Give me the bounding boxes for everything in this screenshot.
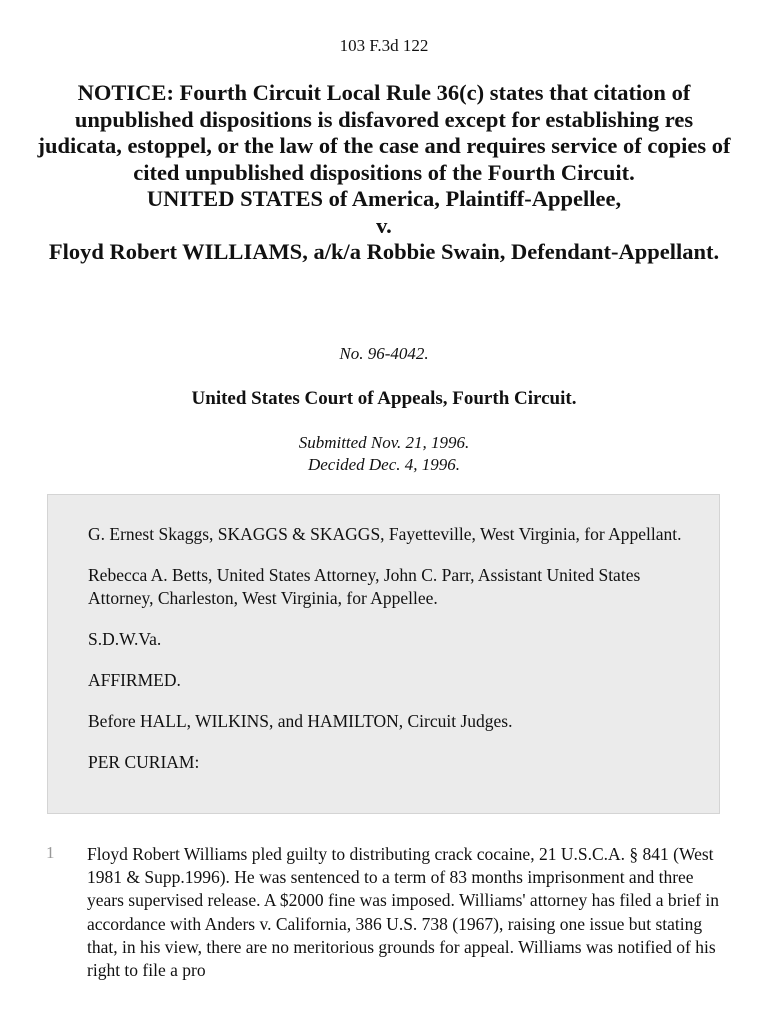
court-name: United States Court of Appeals, Fourth Circuit. (191, 388, 577, 409)
decided-date: Decided Dec. 4, 1996. (307, 455, 460, 474)
paragraph-text: Floyd Robert Williams pled guilty to distributing crack cocaine, 21 U.S.C.A. § 841 (West 1981 & Supp.1996). He was sentenced to a term of 83 months imprisonment and three years supervised release. A $2000 fine was imposed. Williams' attorney has filed a brief in accordance with Anders v. California, 386 U.S. 738 (1967), raising one issue but stating that, in his view, there are no meritorious grounds for appeal. Williams was notified of his right to file a pro (87, 844, 719, 981)
notice-text: NOTICE: Fourth Circuit Local Rule 36(c) states that citation of unpublished dispositions is disfavored except for establishing res judicata, estoppel, or the law of the case and requires service of copies of cited unpublished dispositions of the Fourth Circuit. (37, 80, 731, 185)
appellee-counsel: Rebecca A. Betts, United States Attorney, John C. Parr, Assistant United States Attorney, Charleston, West Virginia, for Appellee. (88, 565, 641, 608)
docket-number: No. 96-4042. (339, 344, 429, 363)
paragraph-number: 1 (46, 843, 55, 862)
versus-text: v. (376, 212, 392, 238)
judges-panel: Before HALL, WILKINS, and HAMILTON, Circuit Judges. (88, 711, 513, 731)
plaintiff-name: UNITED STATES of America, Plaintiff-Appellee, (146, 186, 622, 211)
opinion-type: PER CURIAM: (88, 752, 200, 772)
lower-court: S.D.W.Va. (88, 629, 162, 649)
submitted-date: Submitted Nov. 21, 1996. (298, 433, 470, 452)
case-title (30, 80, 738, 266)
defendant-name: Floyd Robert WILLIAMS, a/k/a Robbie Swain, Defendant-Appellant. (48, 239, 720, 264)
case-citation: 103 F.3d 122 (339, 36, 429, 55)
counsel-box-content (88, 523, 698, 792)
disposition: AFFIRMED. (88, 670, 181, 690)
case-dates (0, 432, 768, 476)
counsel-box (47, 494, 720, 814)
appellant-counsel: G. Ernest Skaggs, SKAGGS & SKAGGS, Fayetteville, West Virginia, for Appellant. (88, 524, 682, 544)
